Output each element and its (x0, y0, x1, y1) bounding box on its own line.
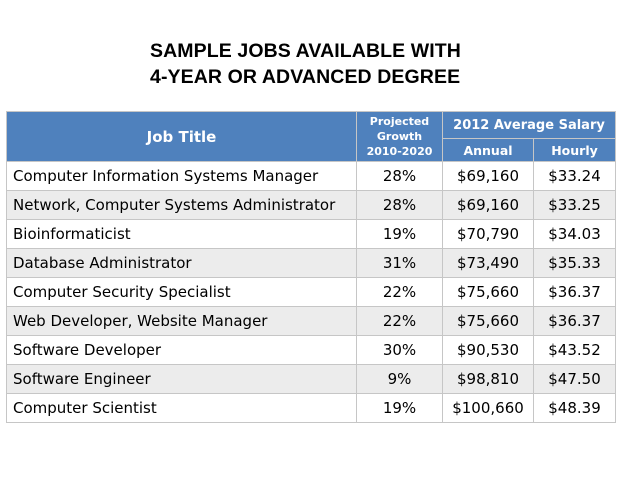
jobs-table (6, 111, 616, 423)
cell-growth: 30% (357, 336, 443, 365)
cell-job-title: Computer Information Systems Manager (7, 162, 357, 191)
cell-growth: 9% (357, 365, 443, 394)
cell-annual-salary: $100,660 (443, 394, 534, 423)
cell-annual-salary: $90,530 (443, 336, 534, 365)
cell-annual-salary: $75,660 (443, 307, 534, 336)
cell-annual-salary: $70,790 (443, 220, 534, 249)
jobs-table-body (7, 162, 616, 423)
slide-title-line-2: 4-YEAR OR ADVANCED DEGREE (150, 66, 461, 88)
cell-hourly-salary: $48.39 (534, 394, 616, 423)
cell-annual-salary: $75,660 (443, 278, 534, 307)
jobs-table-container (6, 111, 616, 423)
cell-job-title: Network, Computer Systems Administrator (7, 191, 357, 220)
cell-growth: 22% (357, 307, 443, 336)
table-row (7, 249, 616, 278)
table-row (7, 191, 616, 220)
cell-hourly-salary: $47.50 (534, 365, 616, 394)
cell-hourly-salary: $36.37 (534, 307, 616, 336)
table-row (7, 278, 616, 307)
cell-hourly-salary: $36.37 (534, 278, 616, 307)
cell-job-title: Computer Security Specialist (7, 278, 357, 307)
table-row (7, 220, 616, 249)
header-growth-line-2: Growth (376, 130, 423, 143)
cell-growth: 22% (357, 278, 443, 307)
cell-hourly-salary: $43.52 (534, 336, 616, 365)
table-row (7, 307, 616, 336)
jobs-table-header (7, 112, 616, 162)
cell-annual-salary: $69,160 (443, 162, 534, 191)
cell-hourly-salary: $35.33 (534, 249, 616, 278)
cell-annual-salary: $69,160 (443, 191, 534, 220)
cell-hourly-salary: $34.03 (534, 220, 616, 249)
table-row (7, 162, 616, 191)
cell-hourly-salary: $33.25 (534, 191, 616, 220)
header-average-salary: 2012 Average Salary (443, 112, 616, 139)
header-hourly: Hourly (534, 139, 616, 162)
cell-hourly-salary: $33.24 (534, 162, 616, 191)
header-growth-line-1: Projected (369, 115, 430, 128)
slide-title (150, 38, 570, 90)
table-row (7, 336, 616, 365)
header-growth-line-3: 2010-2020 (366, 145, 433, 158)
cell-growth: 19% (357, 394, 443, 423)
table-row (7, 365, 616, 394)
cell-job-title: Database Administrator (7, 249, 357, 278)
cell-annual-salary: $73,490 (443, 249, 534, 278)
cell-job-title: Web Developer, Website Manager (7, 307, 357, 336)
cell-job-title: Software Engineer (7, 365, 357, 394)
header-job-title: Job Title (7, 112, 357, 162)
cell-job-title: Software Developer (7, 336, 357, 365)
slide-title-line-1: SAMPLE JOBS AVAILABLE WITH (150, 40, 461, 62)
cell-growth: 28% (357, 191, 443, 220)
cell-growth: 28% (357, 162, 443, 191)
table-row (7, 394, 616, 423)
cell-growth: 31% (357, 249, 443, 278)
cell-annual-salary: $98,810 (443, 365, 534, 394)
header-projected-growth (357, 112, 443, 162)
cell-job-title: Computer Scientist (7, 394, 357, 423)
cell-job-title: Bioinformaticist (7, 220, 357, 249)
header-annual: Annual (443, 139, 534, 162)
cell-growth: 19% (357, 220, 443, 249)
